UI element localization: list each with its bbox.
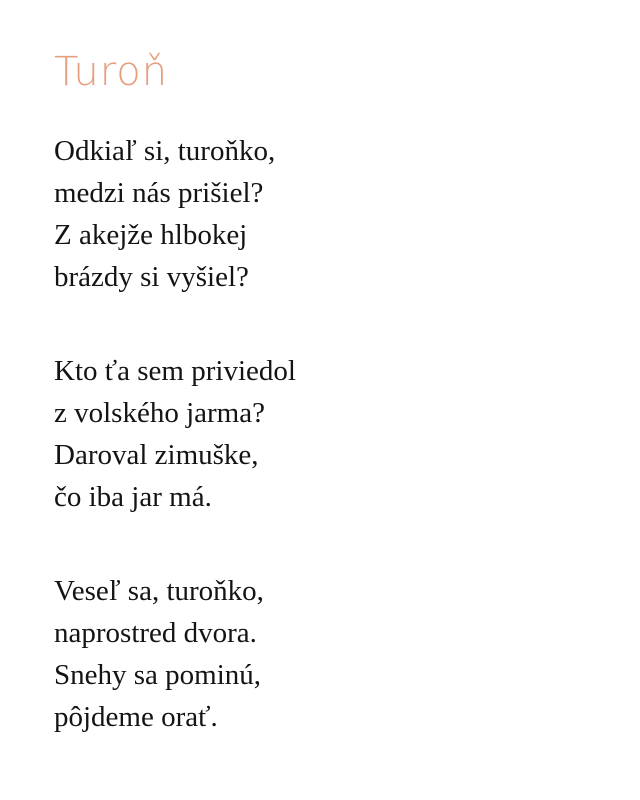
poem-line: brázdy si vyšiel?	[54, 261, 249, 293]
poem-line: Veseľ sa, turoňko,	[54, 575, 264, 607]
poem-line: medzi nás prišiel?	[54, 177, 264, 209]
stanza-1	[54, 130, 614, 298]
poem-line: z volského jarma?	[54, 397, 265, 429]
poem-line: čo iba jar má.	[54, 481, 212, 513]
poem-line: naprostred dvora.	[54, 617, 257, 649]
stanza-3	[54, 570, 614, 738]
poem-line: pôjdeme orať.	[54, 701, 218, 733]
poem-title: Turoň	[54, 49, 169, 95]
poem-line: Daroval zimuške,	[54, 439, 259, 471]
poem-line: Odkiaľ si, turoňko,	[54, 135, 276, 167]
poem-line: Snehy sa pominú,	[54, 659, 262, 691]
poem-line: Kto ťa sem priviedol	[54, 355, 296, 387]
stanza-2	[54, 350, 614, 518]
poem-body	[54, 130, 614, 790]
poem-line: Z akejže hlbokej	[54, 219, 248, 251]
